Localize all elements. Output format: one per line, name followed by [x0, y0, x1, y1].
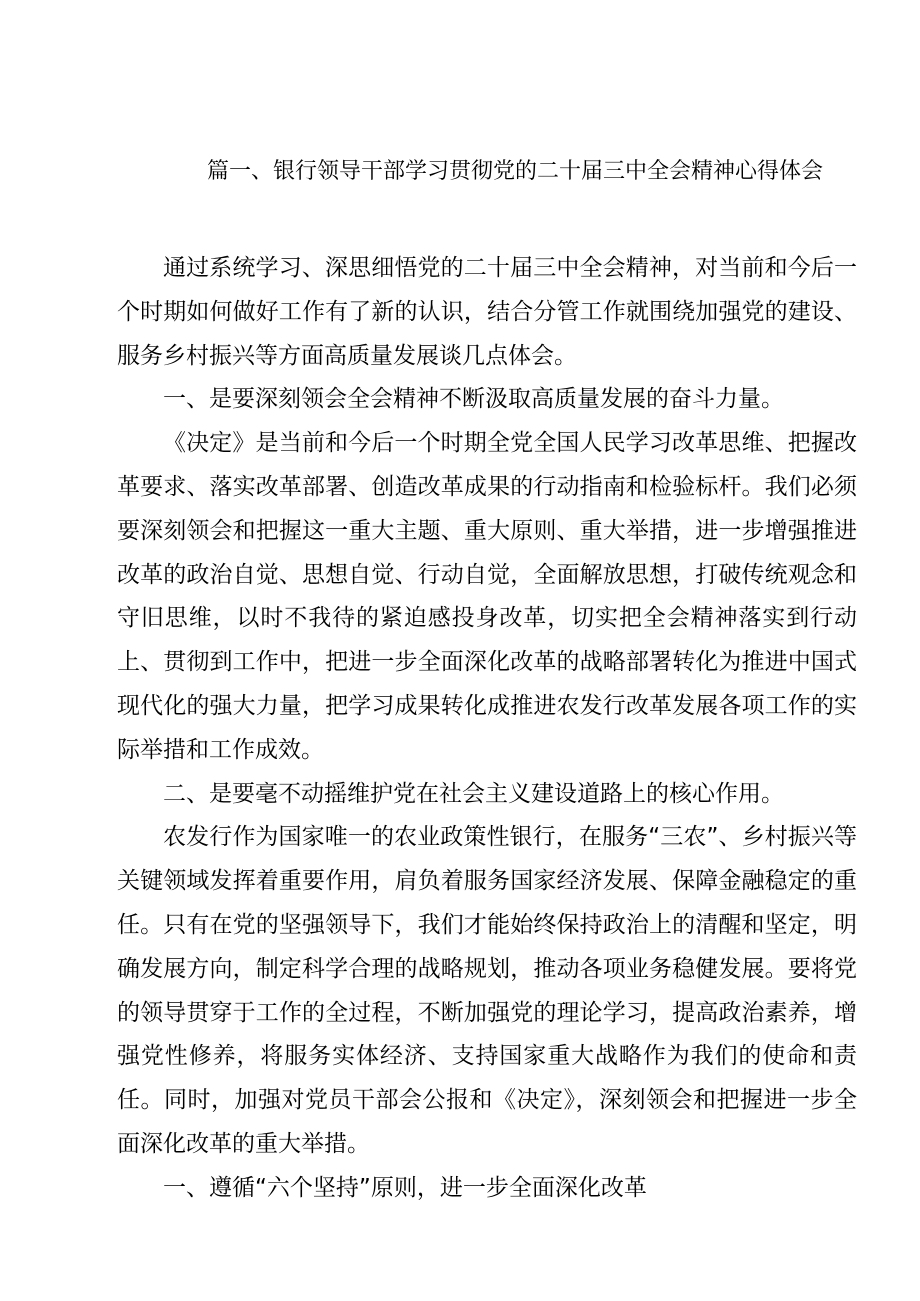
document-body: [117, 247, 857, 1211]
section-paragraph-2: 农发行作为国家唯一的农业政策性银行，在服务“三农”、乡村振兴等关键领域发挥着重要作用，肩负着服务国家经济发展、保障金融稳定的重任。只有在党的坚强领导下，我们才能始终保持政治上的清醒和坚定，明确发展方向，制定科学合理的战略规划，推动各项业务稳健发展。要将党的领导贯穿于工作的全过程，不断加强党的理论学习，提高政治素养，增强党性修养，将服务实体经济、支持国家重大战略作为我们的使命和责任。同时，加强对党员干部会公报和《决定》，深刻领会和把握进一步全面深化改革的重大举措。: [117, 824, 857, 1157]
section-paragraph-1: 《决定》是当前和今后一个时期全党全国人民学习改革思维、把握改革要求、落实改革部署、创造改革成果的行动指南和检验标杆。我们必须要深刻领会和把握这一重大主题、重大原则、重大举措，进一步增强推进改革的政治自觉、思想自觉、行动自觉，全面解放思想，打破传统观念和守旧思维，以时不我待的紧迫感投身改革，切实把全会精神落实到行动上、贯彻到工作中，把进一步全面深化改革的战略部署转化为推进中国式现代化的强大力量，把学习成果转化成推进农发行改革发展各项工作的实际举措和工作成效。: [117, 430, 857, 763]
document-title: 篇一、银行领导干部学习贯彻党的二十届三中全会精神心得体会: [206, 159, 823, 184]
intro-paragraph: 通过系统学习、深思细悟党的二十届三中全会精神，对当前和今后一个时期如何做好工作有了新的认识，结合分管工作就围绕加强党的建设、服务乡村振兴等方面高质量发展谈几点体会。: [117, 255, 857, 369]
section-heading-3: 一、遵循“六个坚持”原则，进一步全面深化改革: [163, 1174, 647, 1201]
section-heading-1: 一、是要深刻领会全会精神不断汲取高质量发展的奋斗力量。: [163, 386, 784, 413]
section-heading-2: 二、是要毫不动摇维护党在社会主义建设道路上的核心作用。: [163, 780, 784, 807]
